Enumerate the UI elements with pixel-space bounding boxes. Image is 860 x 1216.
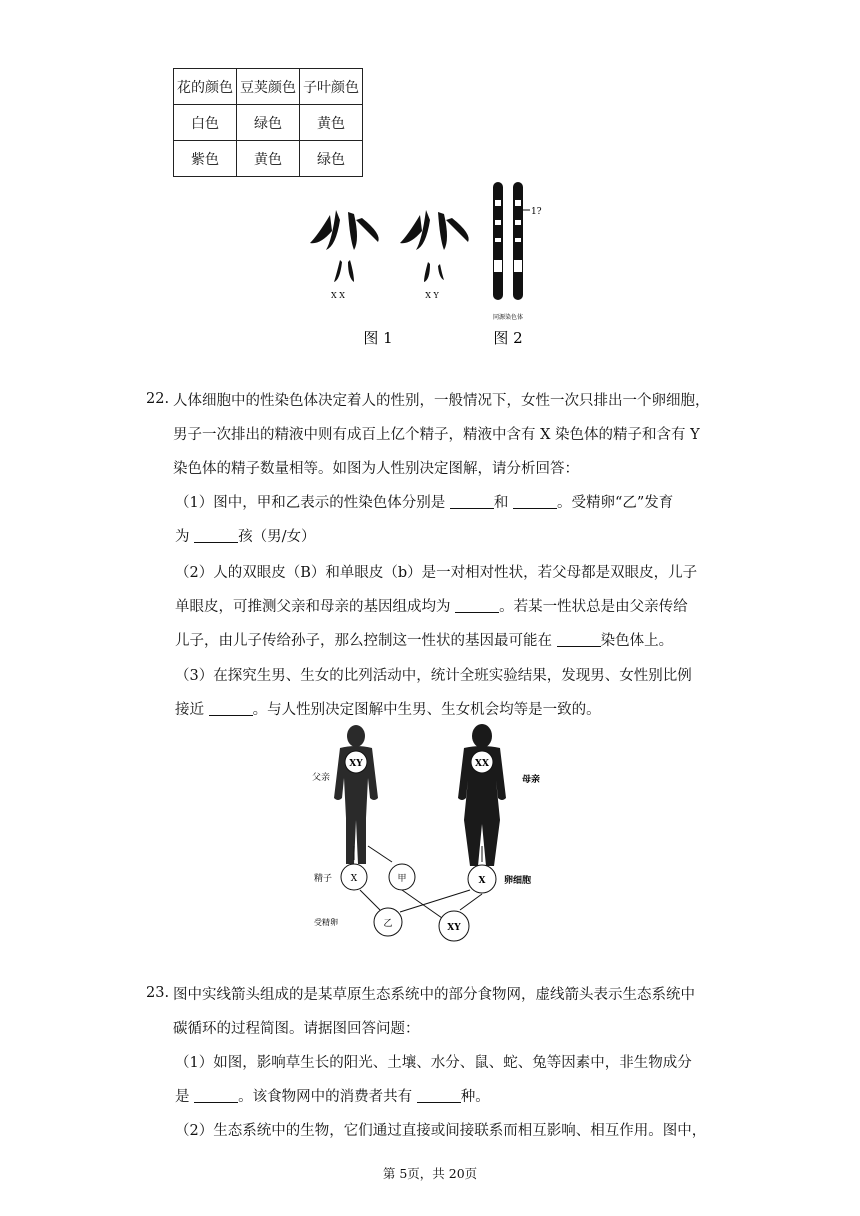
q23-part2-line1: （2）生态系统中的生物，它们通过直接或间接联系而相互影响、相互作用。图中， bbox=[175, 1123, 707, 1139]
q23-p1-text-d: 种。 bbox=[460, 1089, 490, 1105]
q22-p1-text-a: （1）图中，甲和乙表示的性染色体分别是 bbox=[175, 495, 450, 511]
q22-p2-text-c: 。若某一性状总是由父亲传给 bbox=[499, 599, 688, 615]
question-number-22: 22. bbox=[146, 391, 170, 407]
chromosome-figure bbox=[300, 180, 560, 350]
answer-blank[interactable] bbox=[194, 528, 238, 543]
q22-p3-text-b: 接近 bbox=[175, 702, 209, 718]
answer-blank[interactable] bbox=[417, 1088, 461, 1103]
sex-determination-figure bbox=[310, 722, 560, 947]
q22-p1-text-d: 为 bbox=[175, 529, 195, 545]
q22-p1-text-b: 和 bbox=[493, 495, 513, 511]
zygote-xy: XY bbox=[447, 923, 461, 933]
fig1-label: 图 1 bbox=[363, 329, 393, 347]
mother-chromosomes: XX bbox=[475, 759, 489, 769]
table-cell: 黄色 bbox=[300, 105, 363, 141]
q22-part1-line1 bbox=[175, 493, 673, 513]
q23-p1-text-b: 是 bbox=[175, 1089, 195, 1105]
answer-blank[interactable] bbox=[557, 632, 601, 647]
mother-figure bbox=[458, 724, 506, 866]
q22-part1-line2 bbox=[175, 527, 316, 547]
answer-blank[interactable] bbox=[194, 1088, 238, 1103]
table-row bbox=[174, 105, 363, 141]
table-cell: 绿色 bbox=[237, 105, 300, 141]
q22-part2-line1: （2）人的双眼皮（B）和单眼皮（b）是一对相对性状，若父母都是双眼皮，儿子 bbox=[175, 565, 698, 581]
zygote-label: 受精卵 bbox=[314, 918, 338, 927]
inheritance-arrows bbox=[354, 846, 482, 918]
father-chromosomes: XY bbox=[349, 759, 363, 769]
q22-line-3: 染色体的精子数量相等。如图为人性别决定图解，请分析回答： bbox=[173, 461, 579, 477]
q22-part3-line2 bbox=[175, 700, 601, 720]
pair-label-xy: X Y bbox=[425, 291, 439, 300]
table-header-cell: 花的颜色 bbox=[174, 69, 237, 105]
q23-line-2: 碳循环的过程简图。请据图回答问题： bbox=[173, 1021, 420, 1037]
table-cell: 紫色 bbox=[174, 141, 237, 177]
zygote-yi: 乙 bbox=[383, 919, 393, 929]
table-header-cell: 子叶颜色 bbox=[300, 69, 363, 105]
question-number-23: 23. bbox=[146, 985, 170, 1001]
q22-part3-line1: （3）在探究生男、生女的比列活动中，统计全班实验结果，发现男、女性别比例 bbox=[175, 668, 692, 684]
q22-p1-text-e: 孩（男/女） bbox=[238, 529, 316, 545]
answer-blank[interactable] bbox=[450, 494, 494, 509]
homologous-chromosomes bbox=[493, 182, 530, 300]
sperm-jia: 甲 bbox=[397, 874, 407, 884]
sperm-label: 精子 bbox=[314, 874, 333, 884]
egg-label: 卵细胞 bbox=[504, 876, 532, 886]
answer-blank[interactable] bbox=[455, 598, 499, 613]
table-cell: 白色 bbox=[174, 105, 237, 141]
table-row bbox=[174, 69, 363, 105]
q22-part2-line2 bbox=[175, 597, 688, 617]
chromosome-pair-left bbox=[310, 210, 379, 282]
q22-p3-text-c: 。与人性别决定图解中生男、生女机会均等是一致的。 bbox=[252, 702, 601, 718]
table-cell: 黄色 bbox=[237, 141, 300, 177]
q23-part1-line1: （1）如图，影响草生长的阳光、土壤、水分、鼠、蛇、兔等因素中，非生物成分 bbox=[175, 1055, 692, 1071]
table-cell: 绿色 bbox=[300, 141, 363, 177]
question-mark-label: 1? bbox=[531, 207, 542, 217]
page-footer: 第 5页，共 20页 bbox=[382, 1166, 478, 1181]
q22-p2-text-b: 单眼皮，可推测父亲和母亲的基因组成均为 bbox=[175, 599, 456, 615]
traits-table bbox=[173, 68, 363, 177]
q22-line-1: 人体细胞中的性染色体决定着人的性别，一般情况下，女性一次只排出一个卵细胞， bbox=[173, 393, 710, 409]
father-label: 父亲 bbox=[312, 773, 331, 783]
q22-p1-text-c: 。受精卵“乙”发育 bbox=[556, 495, 674, 511]
answer-blank[interactable] bbox=[513, 494, 557, 509]
sperm-x: X bbox=[350, 874, 358, 884]
table-header-cell: 豆荚颜色 bbox=[237, 69, 300, 105]
mother-label: 母亲 bbox=[522, 775, 541, 785]
q23-part1-line2 bbox=[175, 1087, 490, 1107]
egg-x: X bbox=[478, 876, 486, 886]
q22-p2-text-d: 儿子，由儿子传给孙子，那么控制这一性状的基因最可能在 bbox=[175, 633, 557, 649]
pair-label-xx: X X bbox=[331, 291, 345, 300]
q22-p2-text-e: 染色体上。 bbox=[600, 633, 674, 649]
q22-part2-line3 bbox=[175, 631, 673, 651]
father-figure bbox=[334, 725, 378, 864]
q22-line-2: 男子一次排出的精液中则有成百上亿个精子，精液中含有 X 染色体的精子和含有 Y bbox=[173, 427, 700, 443]
table-row bbox=[174, 141, 363, 177]
chromosome-pair-right bbox=[400, 210, 469, 282]
fig2-caption: 同源染色体 bbox=[492, 314, 524, 321]
q23-line-1: 图中实线箭头组成的是某草原生态系统中的部分食物网，虚线箭头表示生态系统中 bbox=[173, 987, 695, 1003]
answer-blank[interactable] bbox=[209, 701, 253, 716]
fig2-label: 图 2 bbox=[493, 329, 523, 347]
q23-p1-text-c: 。该食物网中的消费者共有 bbox=[238, 1089, 417, 1105]
